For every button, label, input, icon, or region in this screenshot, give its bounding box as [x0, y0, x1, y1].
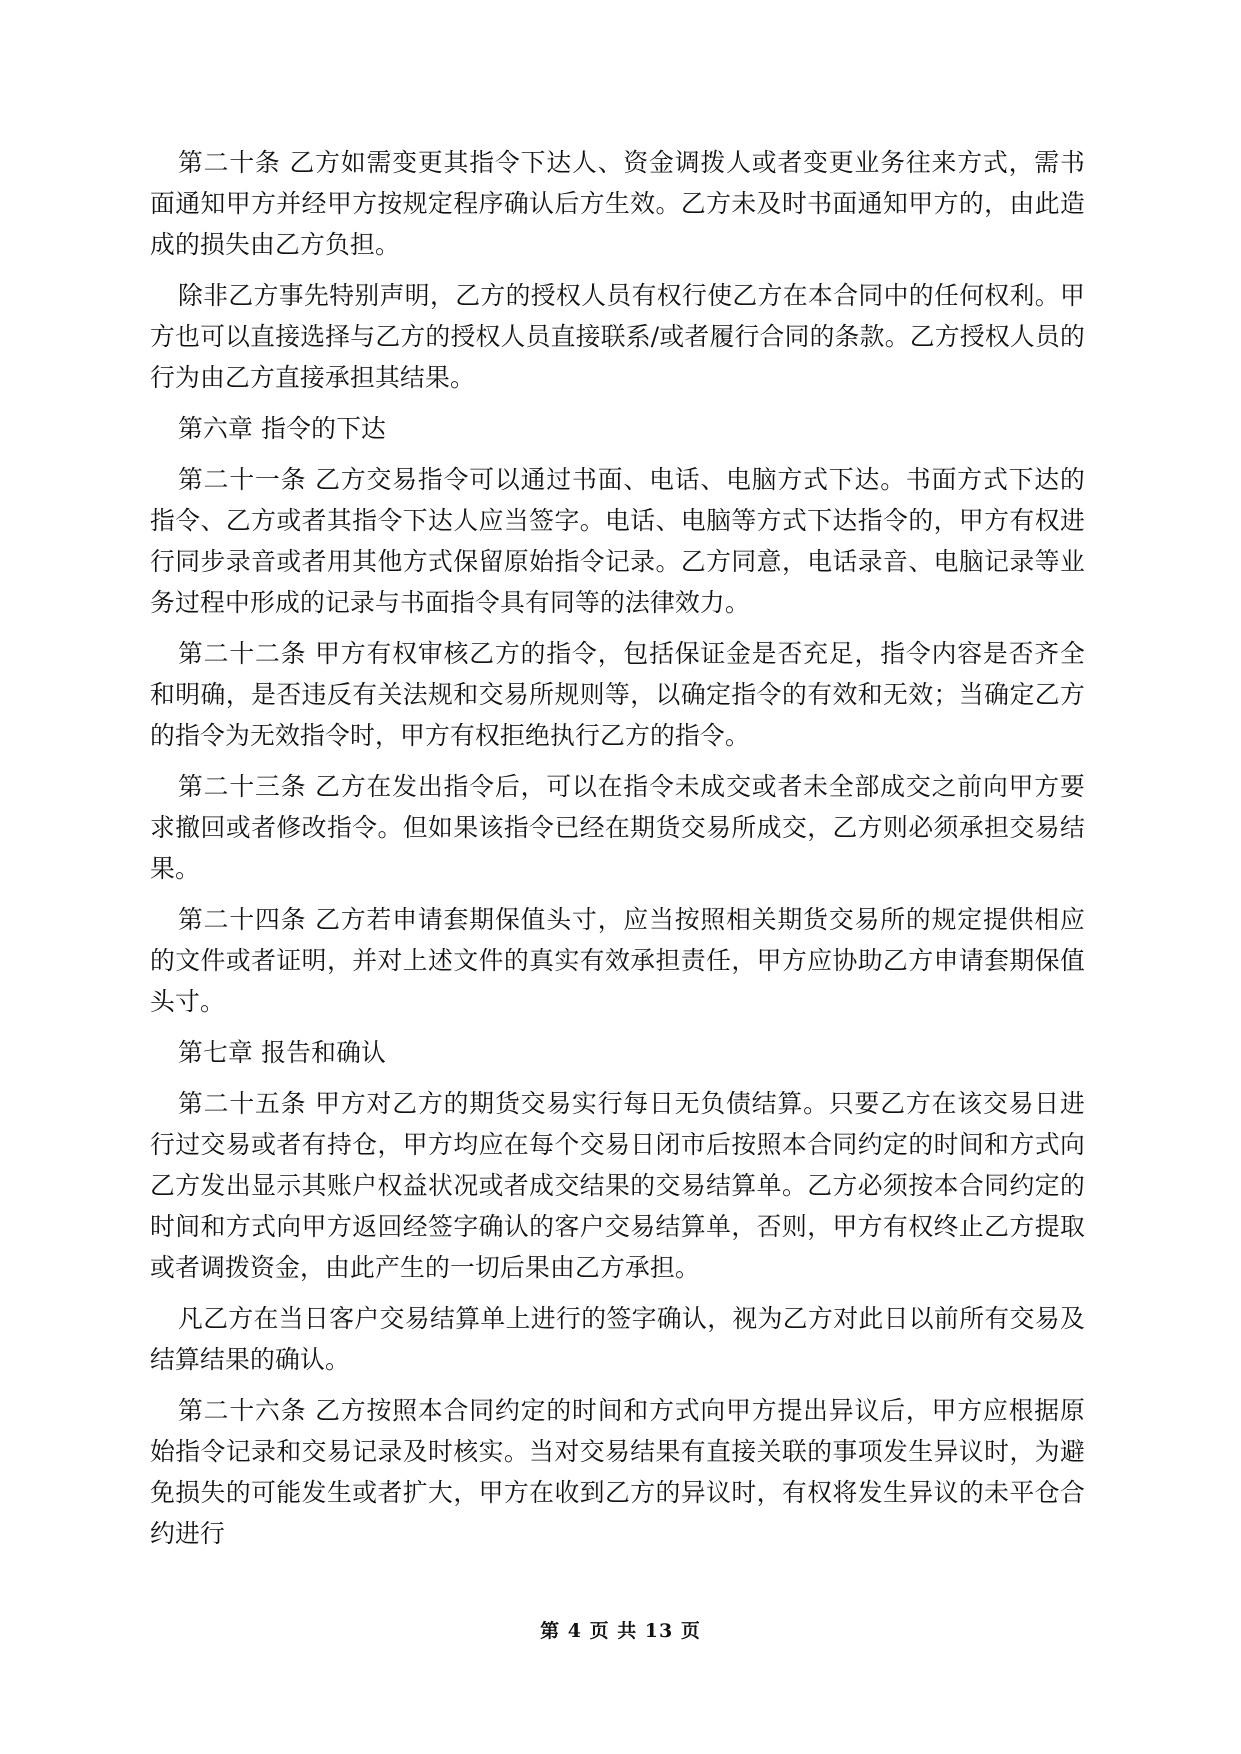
article-23: 第二十三条 乙方在发出指令后，可以在指令未成交或者未全部成交之前向甲方要求撤回或者修改指令。但如果该指令已经在期货交易所成交，乙方则必须承担交易结果。 — [150, 772, 1085, 883]
signature-confirmation-paragraph: 凡乙方在当日客户交易结算单上进行的签字确认，视为乙方对此日以前所有交易及结算结果的确认。 — [150, 1304, 1085, 1374]
document-body — [150, 142, 1085, 1564]
page-footer: 第 4 页 共 13 页 — [540, 1620, 701, 1642]
article-20: 第二十条 乙方如需变更其指令下达人、资金调拨人或者变更业务往来方式，需书面通知甲方并经甲方按规定程序确认后方生效。乙方未及时书面通知甲方的，由此造成的损失由乙方负担。 — [150, 148, 1085, 259]
chapter-7-heading: 第七章 报告和确认 — [178, 1038, 387, 1067]
article-21: 第二十一条 乙方交易指令可以通过书面、电话、电脑方式下达。书面方式下达的指令、乙方或者其指令下达人应当签字。电话、电脑等方式下达指令的，甲方有权进行同步录音或者用其他方式保留原始指令记录。乙方同意，电话录音、电脑记录等业务过程中形成的记录与书面指令具有同等的法律效力。 — [150, 465, 1085, 617]
article-26: 第二十六条 乙方按照本合同约定的时间和方式向甲方提出异议后，甲方应根据原始指令记录和交易记录及时核实。当对交易结果有直接关联的事项发生异议时，为避免损失的可能发生或者扩大，甲方在收到乙方的异议时，有权将发生异议的未平仓合约进行 — [150, 1396, 1085, 1548]
chapter-6-heading: 第六章 指令的下达 — [178, 414, 387, 443]
article-24: 第二十四条 乙方若申请套期保值头寸，应当按照相关期货交易所的规定提供相应的文件或者证明，并对上述文件的真实有效承担责任，甲方应协助乙方申请套期保值头寸。 — [150, 905, 1085, 1016]
article-25: 第二十五条 甲方对乙方的期货交易实行每日无负债结算。只要乙方在该交易日进行过交易或者有持仓，甲方均应在每个交易日闭市后按照本合同约定的时间和方式向乙方发出显示其账户权益状况或者成交结果的交易结算单。乙方必须按本合同约定的时间和方式向甲方返回经签字确认的客户交易结算单，否则，甲方有权终止乙方提取或者调拨资金，由此产生的一切后果由乙方承担。 — [150, 1089, 1085, 1282]
article-22: 第二十二条 甲方有权审核乙方的指令，包括保证金是否充足，指令内容是否齐全和明确，是否违反有关法规和交易所规则等，以确定指令的有效和无效；当确定乙方的指令为无效指令时，甲方有权拒绝执行乙方的指令。 — [150, 639, 1085, 750]
authorized-personnel-paragraph: 除非乙方事先特别声明，乙方的授权人员有权行使乙方在本合同中的任何权利。甲方也可以直接选择与乙方的授权人员直接联系/或者履行合同的条款。乙方授权人员的行为由乙方直接承担其结果。 — [150, 281, 1085, 392]
